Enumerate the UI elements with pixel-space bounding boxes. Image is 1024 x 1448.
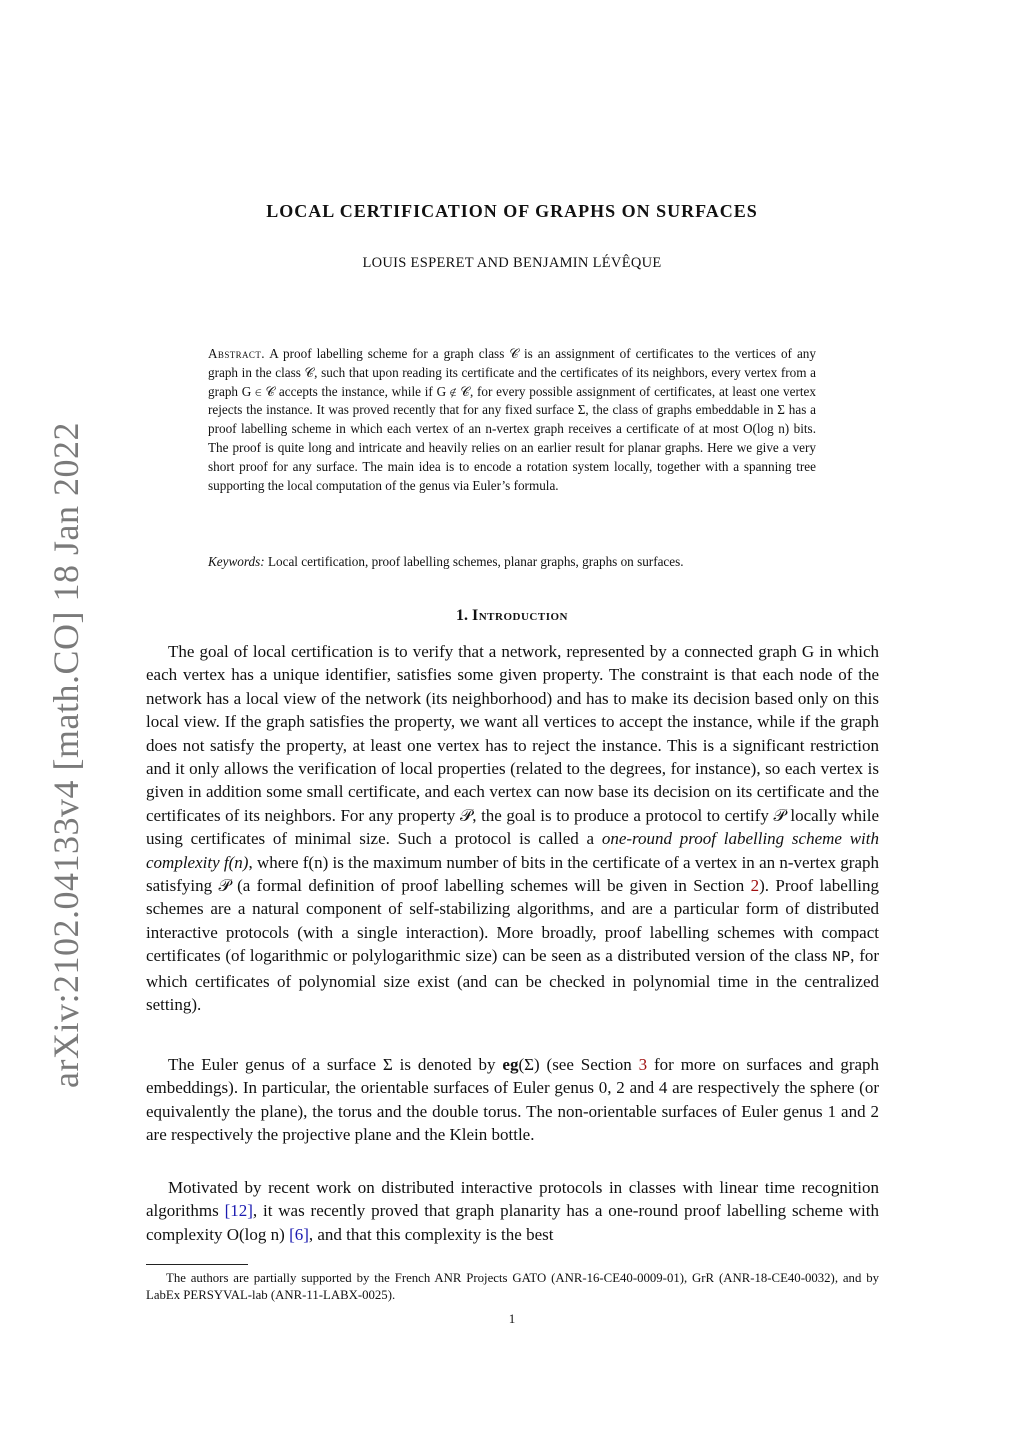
np-class-label: NP: [832, 949, 851, 967]
intro-paragraph-3: [146, 1176, 879, 1246]
abstract: [208, 345, 816, 495]
intro-p3-text-a: Motivated by recent work on distributed interactive protocols in classes with linear time recognition algorithms: [146, 1178, 879, 1221]
intro-p1-emphasis: one-round proof labelling scheme with complexity f(n): [146, 829, 879, 872]
intro-p2-text-b: (Σ) (see Section: [518, 1055, 632, 1074]
section-number: 1.: [456, 607, 469, 624]
intro-paragraph-1: [146, 640, 879, 1017]
section-heading-introduction: [0, 607, 1024, 625]
citation-12-link[interactable]: [12]: [224, 1201, 253, 1221]
abstract-text: A proof labelling scheme for a graph class 𝒞 is an assignment of certificates to the vertices of any graph in the class 𝒞, such that upon reading its certificate and the certificates of its neighbors, every vertex from a graph G ∈ 𝒞 accepts the instance, while if G ∉ 𝒞, for every possible assignment of certificates, at least one vertex rejects the instance. It was proved recently that for any fixed surface Σ, the class of graphs embeddable in Σ has a proof labelling scheme in which each vertex of an n-vertex graph receives a certificate of at most O(log n) bits. The proof is quite long and intricate and heavily relies on an earlier result for planar graphs. Here we give a very short proof for any surface. The main idea is to encode a rotation system locally, together with a spanning tree supporting the local computation of the genus via Euler’s formula.: [208, 346, 816, 493]
intro-p2-text-a: The Euler genus of a surface Σ is denoted by: [168, 1055, 496, 1074]
euler-genus-symbol: eg: [502, 1055, 519, 1074]
paper-title: LOCAL CERTIFICATION OF GRAPHS ON SURFACES: [266, 201, 758, 221]
intro-p3-text-c: , and that this complexity is the best: [308, 1224, 554, 1244]
keywords: [208, 553, 816, 571]
intro-p1-text-d: , for which certificates of polynomial size exist (and can be checked in polynomial time in the centralized setting).: [146, 946, 880, 1015]
abstract-label: Abstract.: [208, 346, 265, 361]
keywords-label: Keywords:: [208, 554, 265, 569]
section-3-link[interactable]: 3: [638, 1055, 648, 1074]
footnote-divider: [146, 1264, 248, 1265]
arxiv-id-text: arXiv:2102.04133v4 [math.CO] 18 Jan 2022: [46, 422, 86, 1088]
intro-p1-text-b: , where f(n) is the maximum number of bits in the certificate of a vertex in an n-vertex graph satisfying 𝒫 (a formal definition of proof labelling schemes will be given in Section: [146, 852, 879, 896]
section-2-link[interactable]: 2: [750, 876, 760, 896]
footnote: The authors are partially supported by the French ANR Projects GATO (ANR-16-CE40-0009-01), GrR (ANR-18-CE40-0032), and by LabEx PERSYVAL-lab (ANR-11-LABX-0025).: [146, 1271, 879, 1302]
section-title: Introduction: [472, 607, 568, 624]
page-number: 1: [508, 1311, 516, 1326]
intro-p1-text-a: The goal of local certification is to verify that a network, represented by a connected graph G in which each vertex has a unique identifier, satisfies some given property. The constraint is that each node of the network has a local view of the network (its neighborhood) and has to make its decision based only on this local view. If the graph satisfies the property, we want all vertices to accept the instance, while if the graph does not satisfy the property, at least one vertex has to reject the instance. This is a significant restriction and it only allows the verification of local properties (related to the degrees, for instance), so each vertex is given in addition some small certificate, and each vertex can now base its decision on its certificate and the certificates of its neighbors. For any property 𝒫, the goal is to produce a protocol to certify 𝒫 locally while using certificates of minimal size. Such a protocol is called a: [146, 642, 879, 849]
intro-p2-text-c: for more on surfaces and graph embeddings). In particular, the orientable surfaces of Euler genus 0, 2 and 4 are respectively the sphere (or equivalently the plane), the torus and the double torus. The non-orientable surfaces of Euler genus 1 and 2 are respectively the projective plane and the Klein bottle.: [146, 1055, 880, 1145]
paper-authors: LOUIS ESPERET AND BENJAMIN LÉVÊQUE: [362, 255, 662, 271]
intro-p1-text-c: ). Proof labelling schemes are a natural component of self-stabilizing algorithms, and are a particular form of distributed interactive protocols (with a single interaction). More broadly, proof labelling schemes with compact certificates (of logarithmic or polylogarithmic size) can be seen as a distributed version of the class: [146, 876, 880, 966]
arxiv-sidebar-identifier: [46, 422, 86, 1088]
intro-p3-text-b: , it was recently proved that graph planarity has a one-round proof labelling scheme with complexity O(log n): [146, 1201, 879, 1244]
keywords-text: Local certification, proof labelling schemes, planar graphs, graphs on surfaces.: [267, 554, 684, 569]
citation-6-link[interactable]: [6]: [289, 1224, 309, 1244]
intro-paragraph-2: [146, 1053, 879, 1147]
